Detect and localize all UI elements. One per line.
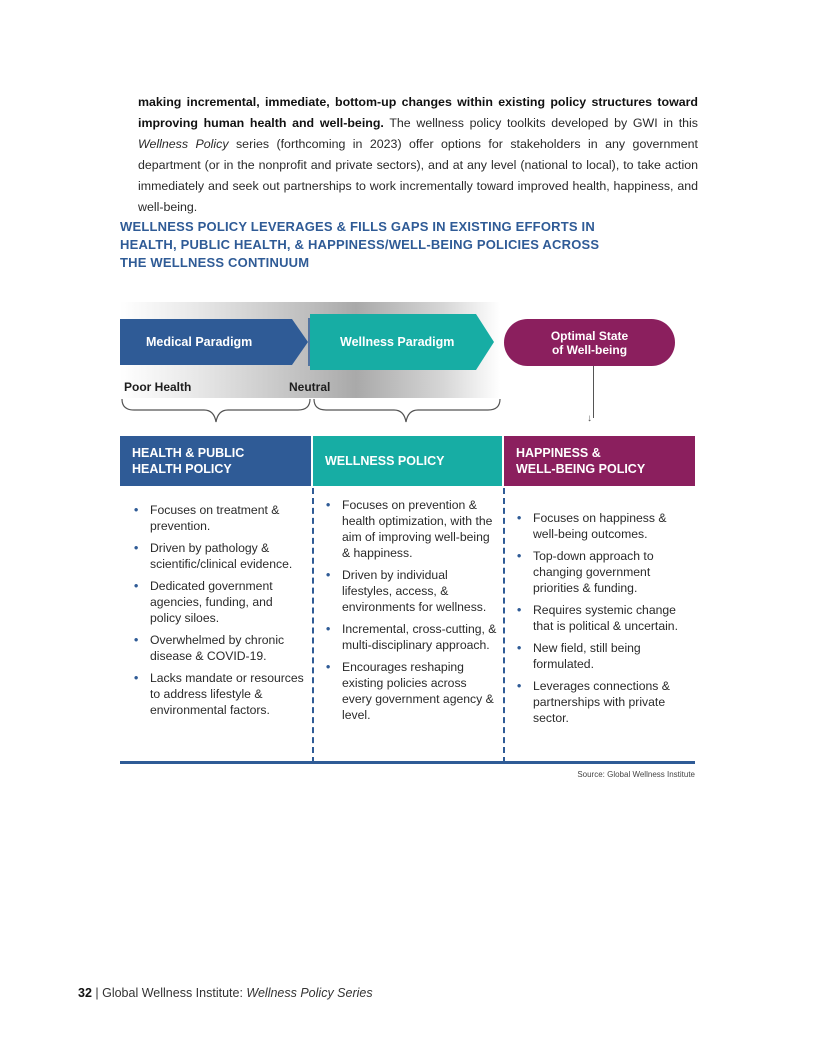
- list-item-text: New field, still being formulated.: [533, 641, 641, 671]
- figure-source: Source: Global Wellness Institute: [577, 770, 695, 779]
- intro-text-1: The wellness policy toolkits developed by GWI in this: [383, 116, 698, 130]
- column-header-line: WELLNESS POLICY: [325, 454, 445, 468]
- bullet-icon: •: [326, 660, 331, 674]
- column-header-line: WELL-BEING POLICY: [516, 462, 646, 476]
- intro-bold: making incremental, immediate, bottom-up changes within existing policy structures toward improving human health and well-being.: [138, 95, 698, 130]
- list-item: [326, 567, 498, 615]
- column-header-health-policy: [120, 436, 311, 486]
- bullet-icon: •: [517, 641, 522, 655]
- column-header-line: HAPPINESS &: [516, 446, 601, 460]
- bullet-list: [517, 510, 689, 732]
- footer-separator: |: [91, 986, 103, 1000]
- left-brace: [122, 399, 310, 422]
- bullet-icon: •: [517, 603, 522, 617]
- list-item: [517, 602, 689, 634]
- list-item: [134, 578, 306, 626]
- list-item: [134, 632, 306, 664]
- bullet-icon: •: [326, 498, 331, 512]
- list-item: [517, 510, 689, 542]
- bullet-list: [326, 497, 498, 729]
- optimal-state-line: of Well-being: [551, 343, 628, 357]
- neutral-label: Neutral: [289, 380, 331, 394]
- intro-paragraph: [138, 92, 698, 218]
- bullet-icon: •: [134, 671, 139, 685]
- list-item-text: Focuses on treatment & prevention.: [150, 503, 280, 533]
- poor-health-label: Poor Health: [124, 380, 192, 394]
- list-item-text: Driven by individual lifestyles, access, & environments for wellness.: [342, 568, 487, 614]
- list-item-text: Incremental, cross-cutting, & multi-disciplinary approach.: [342, 622, 497, 652]
- column-header-line: HEALTH & PUBLIC: [132, 446, 245, 460]
- figure-title-line: WELLNESS POLICY LEVERAGES & FILLS GAPS IN EXISTING EFFORTS IN: [120, 219, 595, 234]
- list-item: [326, 621, 498, 653]
- list-item-text: Driven by pathology & scientific/clinical evidence.: [150, 541, 293, 571]
- list-item: [517, 640, 689, 672]
- intro-text-2: series (forthcoming in 2023) offer options for stakeholders in any government department (or in the nonprofit and private sectors), and at any level (national to local), to take action immediately and seek out partnerships to work incrementally toward improved health, happiness, and well-being.: [138, 137, 698, 214]
- wellness-paradigm-label: Wellness Paradigm: [340, 335, 455, 349]
- bullet-list: [134, 502, 306, 724]
- column-header-wellness-policy: [313, 436, 502, 486]
- page-number: 32: [78, 986, 92, 1000]
- bullet-icon: •: [326, 568, 331, 582]
- column-header-happiness-policy: [504, 436, 695, 486]
- continuum-braces: [118, 396, 504, 426]
- list-item: [326, 497, 498, 561]
- column-header-line: HEALTH POLICY: [132, 462, 232, 476]
- optimal-state-line: Optimal State: [550, 329, 629, 343]
- column-happiness-policy: [503, 488, 695, 763]
- figure-title-line: HEALTH, PUBLIC HEALTH, & HAPPINESS/WELL-BEING POLICIES ACROSS: [120, 237, 600, 252]
- list-item-text: Encourages reshaping existing policies across every government agency & level.: [342, 660, 494, 722]
- list-item: [134, 502, 306, 534]
- optimal-connector-line: [593, 366, 594, 418]
- intro-series-italic: Wellness Policy: [138, 137, 229, 151]
- down-arrow-icon: ↓: [587, 413, 592, 424]
- list-item-text: Focuses on happiness & well-being outcomes.: [533, 511, 667, 541]
- figure-title-line: THE WELLNESS CONTINUUM: [120, 255, 310, 270]
- list-item-text: Overwhelmed by chronic disease & COVID-19.: [150, 633, 285, 663]
- bullet-icon: •: [134, 541, 139, 555]
- list-item-text: Top-down approach to changing government priorities & funding.: [533, 549, 654, 595]
- column-wellness-policy: [312, 488, 503, 763]
- medical-paradigm-label: Medical Paradigm: [146, 335, 253, 349]
- bullet-icon: •: [517, 679, 522, 693]
- figure-title: [120, 218, 660, 272]
- list-item: [517, 548, 689, 596]
- list-item: [134, 670, 306, 718]
- list-item-text: Leverages connections & partnerships with private sector.: [533, 679, 670, 725]
- right-brace: [314, 399, 500, 422]
- bullet-icon: •: [134, 579, 139, 593]
- bullet-icon: •: [134, 503, 139, 517]
- bullet-icon: •: [326, 622, 331, 636]
- list-item-text: Requires systemic change that is political & uncertain.: [533, 603, 678, 633]
- footer-series: Wellness Policy Series: [246, 986, 373, 1000]
- list-item: [326, 659, 498, 723]
- list-item: [134, 540, 306, 572]
- footer-publisher: Global Wellness Institute:: [102, 986, 247, 1000]
- page-footer: [78, 986, 373, 1000]
- bullet-icon: •: [517, 511, 522, 525]
- list-item-text: Lacks mandate or resources to address lifestyle & environmental factors.: [150, 671, 304, 717]
- bullet-icon: •: [134, 633, 139, 647]
- list-item: [517, 678, 689, 726]
- figure-bottom-rule: [120, 761, 695, 764]
- bullet-icon: •: [517, 549, 522, 563]
- list-item-text: Dedicated government agencies, funding, and policy siloes.: [150, 579, 273, 625]
- column-health-policy: [120, 488, 312, 763]
- list-item-text: Focuses on prevention & health optimization, with the aim of improving well-being & happiness.: [342, 498, 493, 560]
- optimal-state-pill: [504, 319, 675, 366]
